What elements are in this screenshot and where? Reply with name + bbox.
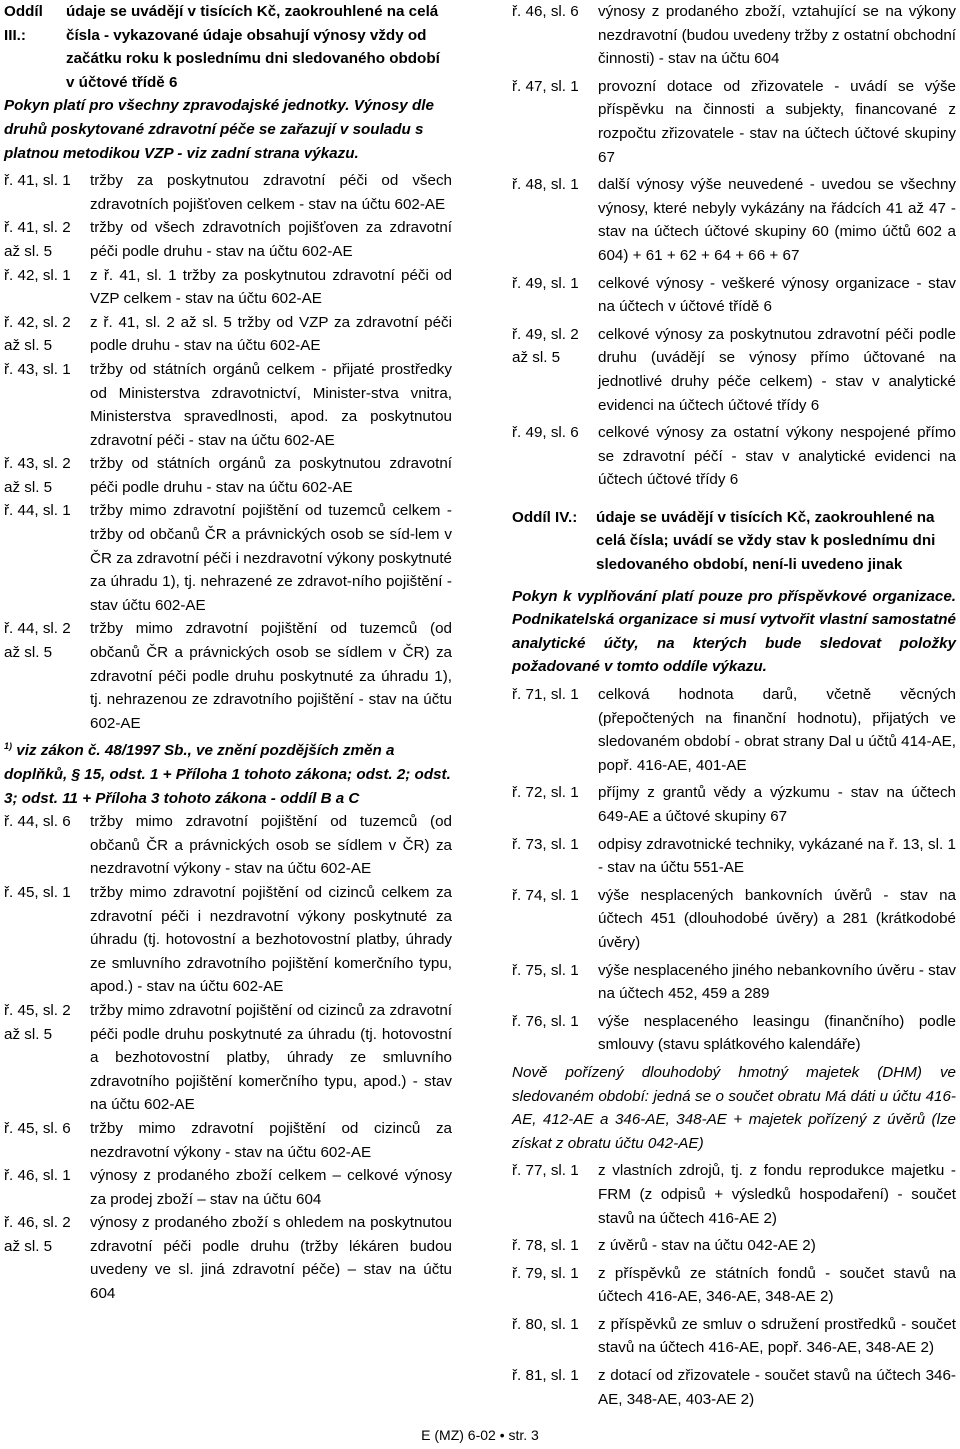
list-item — [512, 272, 956, 319]
item-ref: ř. 74, sl. 1 — [512, 886, 579, 904]
list-item — [4, 881, 452, 999]
item-text: z úvěrů - stav na účtu 042-AE 2) — [598, 1237, 816, 1255]
item-ref: ř. 49, sl. 2 až sl. 5 — [512, 325, 579, 367]
item-text: výše nesplaceného jiného nebankovního úvěru - stav na účtech 452, 459 a 289 — [598, 961, 956, 1003]
list-item — [512, 1313, 956, 1360]
list-item — [4, 452, 452, 499]
item-list — [512, 1159, 956, 1411]
item-ref: ř. 49, sl. 1 — [512, 274, 579, 292]
item-ref: ř. 79, sl. 1 — [512, 1264, 579, 1282]
list-item — [4, 358, 452, 452]
list-item — [512, 833, 956, 880]
item-ref: ř. 48, sl. 1 — [512, 176, 579, 194]
list-item — [4, 499, 452, 617]
item-text: tržby mimo zdravotní pojištění od cizinců celkem za zdravotní péči i nezdravotní výkony poskytnuté za úhradu (tj. hotovostní a bezhotovostní platby, úhrady ze smluvního zdravotního pojištění komerčního typu, apod.) - stav na účtu 602-AE — [90, 883, 452, 996]
section-4-heading — [512, 506, 956, 577]
dhm-note: Nově pořízený dlouhodobý hmotný majetek (DHM) ve sledovaném období: jedná se o součet obratu Má dáti u účtu 416-AE, 412-AE a 346-AE, 348-AE + majetek pořízený z úvěrů (lze získat z obratu účtu 042-AE) — [512, 1063, 956, 1152]
item-text: tržby mimo zdravotní pojištění od tuzemců celkem - tržby od občanů ČR a právnických osob se síd-lem v ČR za zdravotní péči i nezdravotní výkony poskytnuté za úhradu 1), tj. nehrazené ze zdravot-ního pojištění - stav účtu 602-AE — [90, 502, 452, 614]
item-ref: ř. 44, sl. 2 až sl. 5 — [4, 620, 71, 662]
item-ref: ř. 42, sl. 2 až sl. 5 — [4, 313, 71, 355]
item-ref: ř. 78, sl. 1 — [512, 1237, 579, 1255]
item-ref: ř. 46, sl. 2 až sl. 5 — [4, 1214, 71, 1255]
item-text: tržby od všech zdravotních pojišťoven za zdravotní péči podle druhu - stav na účtu 602-AE — [90, 219, 452, 260]
item-text: výnosy z prodaného zboží, vztahující se na výkony nezdravotní (budou uvedeny tržby z ostatní obchodní činnosti) - stav na účtu 604 — [598, 3, 956, 68]
item-list — [4, 169, 452, 735]
item-text: odpisy zdravotnické techniky, vykázané na ř. 13, sl. 1 - stav na účtu 551-AE — [598, 835, 956, 877]
item-ref: ř. 46, sl. 1 — [4, 1167, 71, 1185]
item-text: tržby od státních orgánů celkem - přijaté prostředky od Ministerstva zdravotnictví, Minister-stva vnitra, Ministerstva spravedlnosti, apod. za poskytnutou zdravotní péči - stav na účtu 602-AE — [90, 360, 452, 449]
item-ref: ř. 42, sl. 1 — [4, 266, 71, 284]
item-text: z příspěvků ze státních fondů - součet stavů na účtech 416-AE, 346-AE, 348-AE 2) — [598, 1264, 956, 1306]
item-ref: ř. 44, sl. 1 — [4, 502, 71, 520]
item-ref: ř. 81, sl. 1 — [512, 1367, 579, 1385]
list-item — [512, 421, 956, 492]
item-ref: ř. 71, sl. 1 — [512, 686, 579, 704]
section-label: Oddíl IV.: — [512, 508, 578, 526]
item-ref: ř. 47, sl. 1 — [512, 77, 579, 95]
item-ref: ř. 45, sl. 6 — [4, 1119, 71, 1137]
item-text: výše nesplacených bankovních úvěrů - stav na účtech 451 (dlouhodobé úvěry) a 281 (krátkodobé úvěry) — [598, 886, 956, 951]
footnote-mark: 1) — [4, 741, 13, 752]
list-item — [4, 1164, 452, 1211]
item-list — [512, 0, 956, 492]
item-ref: ř. 45, sl. 1 — [4, 883, 71, 901]
footnote — [4, 739, 452, 810]
list-item — [512, 1364, 956, 1411]
left-column — [4, 0, 452, 1306]
item-text: tržby mimo zdravotní pojištění od tuzemců (od občanů ČR a právnických osob se sídlem v ČR) za zdravotní péči podle druhu poskytnuté za úhradu 1), tj. nehrazenou ze zdravotního pojištění - stav na účtu 602-AE — [90, 620, 452, 732]
item-text: z dotací od zřizovatele - součet stavů na účtech 346-AE, 348-AE, 403-AE 2) — [598, 1367, 956, 1408]
right-column — [512, 0, 956, 1411]
item-text: celkové výnosy za ostatní výkony nespojené přímo se zdravotní péčí - stav v analytické evidenci na účtech účtové třídy 6 — [598, 424, 956, 489]
list-item — [4, 311, 452, 358]
list-item — [4, 617, 452, 735]
footnote-text: viz zákon č. 48/1997 Sb., ve znění pozdějších změn a doplňků, § 15, odst. 1 + Příloha 1 tohoto zákona; odst. 2; odst. 3; odst. 11 + Příloha 3 tohoto zákona - oddíl B a C — [4, 742, 451, 807]
section-text: údaje se uvádějí v tisících Kč, zaokrouhlené na celá čísla; uvádí se vždy stav k poslednímu dni sledovaného období, není-li uvedeno jinak — [596, 508, 936, 574]
item-ref: ř. 46, sl. 6 — [512, 3, 579, 20]
item-text: celkové výnosy - veškeré výnosy organizace - stav na účtech v účtové třídě 6 — [598, 274, 956, 316]
list-item — [512, 323, 956, 417]
item-ref: ř. 41, sl. 2 až sl. 5 — [4, 219, 71, 260]
item-text: výše nesplaceného leasingu (finančního) podle smlouvy (stavu splátkového kalendáře) — [598, 1012, 956, 1054]
instruction-text: Pokyn platí pro všechny zpravodajské jednotky. Výnosy dle druhů poskytované zdravotní péče se zařazují v souladu s platnou metodikou VZP - viz zadní strana výkazu. — [4, 97, 434, 162]
item-ref: ř. 76, sl. 1 — [512, 1012, 579, 1030]
item-ref: ř. 72, sl. 1 — [512, 784, 579, 802]
item-text: výnosy z prodaného zboží s ohledem na poskytnutou zdravotní péči podle druhu (tržby lékáren budou uvedeny ve sl. jiná zdravotní péče) – stav na účtu 604 — [90, 1214, 452, 1303]
list-item — [4, 810, 452, 881]
item-list — [512, 683, 956, 1057]
item-text: z ř. 41, sl. 2 až sl. 5 tržby od VZP za zdravotní péči podle druhu - stav na účtu 602-AE — [90, 313, 452, 355]
item-text: tržby mimo zdravotní pojištění od cizinců za zdravotní péči podle druhu poskytnuté za úhradu (tj. hotovostní a bezhotovostní platby, úhrady ze smluvního zdravotního pojištění komerčního typu, apod.) - stav na účtu 602-AE — [90, 1001, 452, 1114]
item-ref: ř. 43, sl. 2 až sl. 5 — [4, 455, 71, 496]
item-text: tržby za poskytnutou zdravotní péči od všech zdravotních pojišťoven celkem - stav na účtu 602-AE — [90, 172, 452, 213]
item-ref: ř. 43, sl. 1 — [4, 360, 71, 378]
item-text: celkové výnosy za poskytnutou zdravotní péči podle druhu (uvádějí se výnosy přímo účtované na jednotlivé druhy péče celkem) - stav v analytické evidenci na účtech účtové třídy 6 — [598, 325, 956, 414]
item-ref: ř. 45, sl. 2 až sl. 5 — [4, 1001, 71, 1043]
item-text: z vlastních zdrojů, tj. z fondu reprodukce majetku - FRM (z odpisů + výsledků hospodaření) - součet stavů na účtech 416-AE 2) — [598, 1162, 956, 1227]
list-item — [4, 999, 452, 1117]
item-ref: ř. 77, sl. 1 — [512, 1162, 579, 1180]
list-item — [4, 216, 452, 263]
list-item — [512, 959, 956, 1006]
list-item — [512, 1262, 956, 1309]
item-text: z příspěvků ze smluv o sdružení prostředků - součet stavů na účtech 416-AE, popř. 346-AE, 348-AE 2) — [598, 1315, 956, 1357]
page-footer: E (MZ) 6-02 • str. 3 — [421, 1427, 539, 1443]
item-text: tržby mimo zdravotní pojištění od tuzemců (od občanů ČR a právnických osob se sídlem v ČR) za nezdravotní výkony - stav na účtu 602-AE — [90, 813, 452, 878]
item-text: tržby mimo zdravotní pojištění od cizinců za nezdravotní výkony - stav na účtu 602-AE — [90, 1119, 452, 1161]
list-item — [512, 173, 956, 267]
section-label: Oddíl III.: — [4, 3, 43, 44]
list-item — [512, 75, 956, 169]
list-item — [512, 1234, 956, 1258]
list-item — [512, 1010, 956, 1057]
item-text: celková hodnota darů, včetně věcných (přepočtených na finanční hodnotu), přijatých ve sledovaném období - obrat strany Dal u účtů 414-AE, popř. 416-AE, 401-AE — [598, 686, 956, 774]
item-ref: ř. 73, sl. 1 — [512, 835, 579, 853]
section-text: údaje se uvádějí v tisících Kč, zaokrouhlené na celá čísla - vykazované údaje obsahují výnosy vždy od začátku roku k poslednímu dni sledovaného období v účtové třídě 6 — [66, 3, 440, 91]
list-item — [4, 264, 452, 311]
item-text: z ř. 41, sl. 1 tržby za poskytnutou zdravotní péči od VZP celkem - stav na účtu 602-AE — [90, 266, 452, 308]
list-item — [4, 1211, 452, 1305]
item-ref: ř. 80, sl. 1 — [512, 1315, 579, 1333]
item-text: příjmy z grantů vědy a výzkumu - stav na účtech 649-AE a účtové skupiny 67 — [598, 784, 956, 825]
item-text: výnosy z prodaného zboží celkem – celkové výnosy za prodej zboží – stav na účtu 604 — [90, 1167, 452, 1208]
item-ref: ř. 75, sl. 1 — [512, 961, 579, 979]
list-item — [512, 0, 956, 71]
list-item — [512, 1159, 956, 1230]
item-list — [4, 810, 452, 1305]
item-text: další výnosy výše neuvedené - uvedou se všechny výnosy, které nebyly vykázány na řádcích 41 až 47 - stav na účtech účtové skupiny 60 (mimo účtů 602 a 604) + 61 + 62 + 64 + 66 + 67 — [598, 176, 956, 264]
item-ref: ř. 41, sl. 1 — [4, 172, 71, 190]
item-ref: ř. 44, sl. 6 — [4, 813, 71, 831]
item-text: tržby od státních orgánů za poskytnutou zdravotní péči podle druhu - stav na účtu 602-AE — [90, 455, 452, 496]
list-item — [512, 884, 956, 955]
list-item — [512, 781, 956, 828]
list-item — [512, 683, 956, 777]
list-item — [4, 169, 452, 216]
item-text: provozní dotace od zřizovatele - uvádí se výše příspěvku na činnosti a subjekty, financované z rozpočtu zřizovatele - stav na účtech účtové skupiny 67 — [598, 77, 956, 166]
section-3-heading — [4, 0, 452, 94]
instruction-text: Pokyn k vyplňování platí pouze pro příspěvkové organizace. Podnikatelská organizace si musí vytvořit vlastní samostatné analytické účty, na kterých bude sledovat položky požadované v tomto oddíle výkazu. — [512, 587, 956, 676]
item-ref: ř. 49, sl. 6 — [512, 424, 579, 442]
list-item — [4, 1117, 452, 1164]
